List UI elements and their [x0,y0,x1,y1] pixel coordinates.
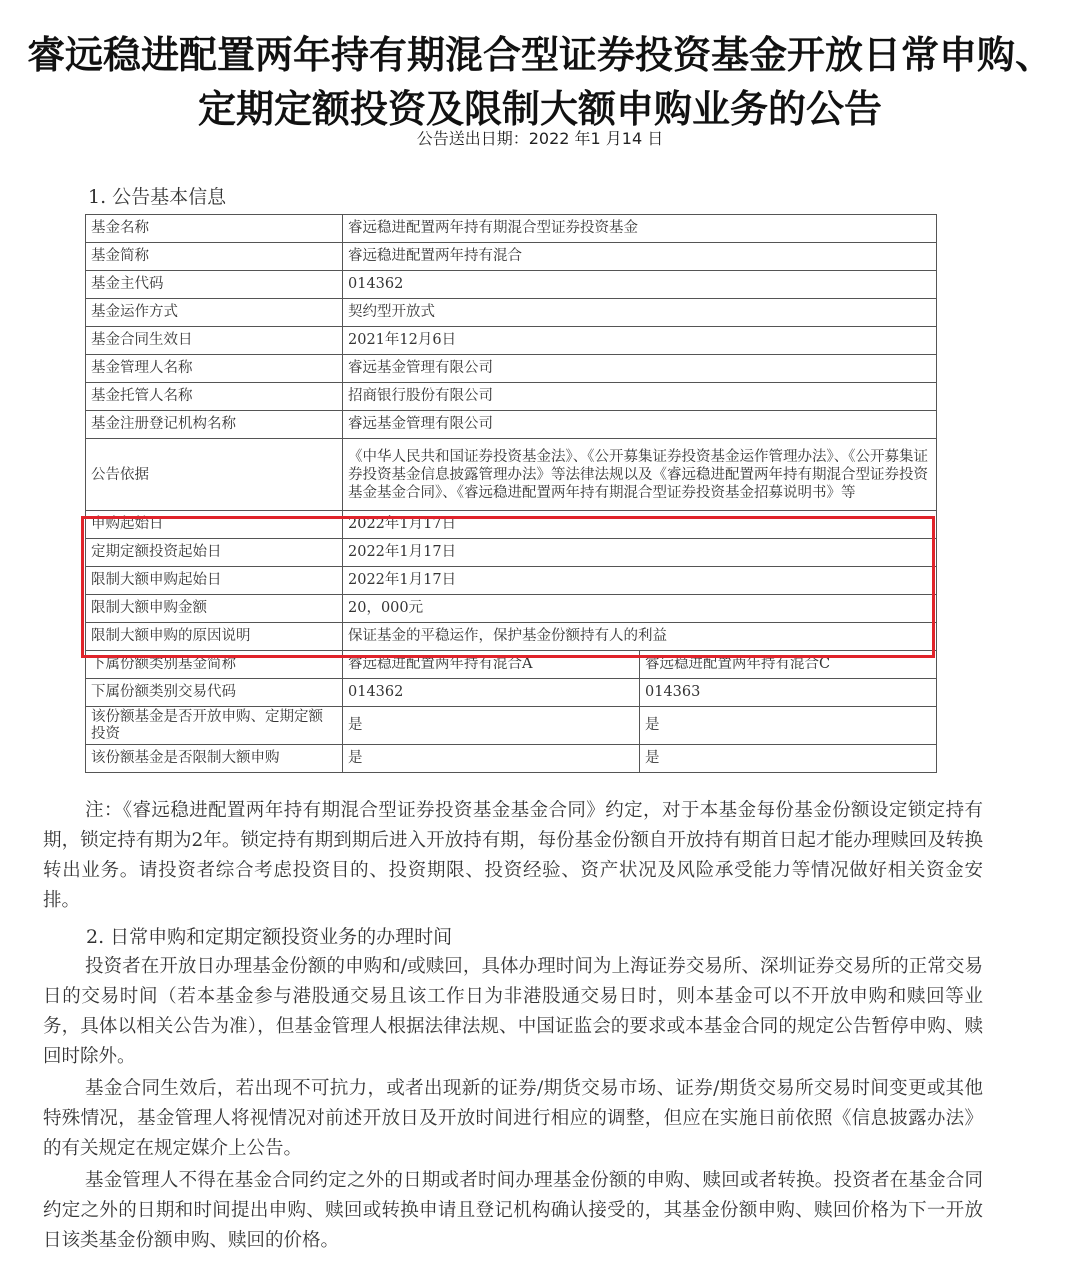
row-value: 睿远稳进配置两年持有期混合型证券投资基金 [343,215,937,243]
table-row [86,651,937,679]
section-heading-basic-info: 1. 公告基本信息 [88,186,227,208]
row-value-legal-basis: 《中华人民共和国证券投资基金法》、《公开募集证券投资基金运作管理办法》、《公开募集证券投资基金信息披露管理办法》等法律法规以及《睿远稳进配置两年持有期混合型证券投资基金基金合同》、《睿远稳进配置两年持有期混合型证券投资基金招募说明书》等 [343,439,937,511]
class-a-value: 是 [343,707,640,745]
table-row [86,707,937,745]
basic-info-table [85,214,937,773]
row-label: 公告依据 [86,439,343,511]
row-value: 招商银行股份有限公司 [343,383,937,411]
row-value: 睿远基金管理有限公司 [343,411,937,439]
table-row [86,215,937,243]
table-row [86,567,937,595]
table-row [86,299,937,327]
row-label: 定期定额投资起始日 [86,539,343,567]
row-label: 该份额基金是否开放申购、定期定额投资 [86,707,343,745]
row-label: 基金简称 [86,243,343,271]
row-value: 睿远稳进配置两年持有混合 [343,243,937,271]
row-value: 睿远基金管理有限公司 [343,355,937,383]
class-c-value: 是 [640,707,937,745]
class-a-value: 是 [343,745,640,773]
table-row [86,271,937,299]
row-label: 下属份额类别基金简称 [86,651,343,679]
document-title-line2: 定期定额投资及限制大额申购业务的公告 [197,87,882,131]
table-row [86,745,937,773]
row-label: 基金名称 [86,215,343,243]
class-a-value: 014362 [343,679,640,707]
row-label: 限制大额申购金额 [86,595,343,623]
row-value: 2022年1月17日 [343,539,937,567]
table-row [86,595,937,623]
row-label: 限制大额申购起始日 [86,567,343,595]
row-value: 契约型开放式 [343,299,937,327]
class-c-value: 是 [640,745,937,773]
table-row [86,411,937,439]
section-heading-hours: 2. 日常申购和定期定额投资业务的办理时间 [86,926,453,948]
row-label: 基金运作方式 [86,299,343,327]
table-row [86,539,937,567]
note-paragraph: 注：《睿远稳进配置两年持有期混合型证券投资基金基金合同》约定，对于本基金每份基金份额设定锁定持有期，锁定持有期为2年。锁定持有期到期后进入开放持有期，每份基金份额自开放持有期首日起才能办理赎回及转换转出业务。请投资者综合考虑投资目的、投资期限、投资经验、资产状况及风险承受能力等情况做好相关资金安排。 [43,800,983,911]
row-value: 2022年1月17日 [343,567,937,595]
row-label: 基金托管人名称 [86,383,343,411]
row-label: 该份额基金是否限制大额申购 [86,745,343,773]
class-a-value: 睿远稳进配置两年持有混合A [343,651,640,679]
row-label: 申购起始日 [86,511,343,539]
row-label: 基金合同生效日 [86,327,343,355]
table-row [86,439,937,511]
table-row [86,511,937,539]
table-row [86,243,937,271]
table-row [86,383,937,411]
row-label: 限制大额申购的原因说明 [86,623,343,651]
announcement-date: 公告送出日期：2022 年1 月14 日 [416,129,664,148]
table-row [86,623,937,651]
row-value: 014362 [343,271,937,299]
table-row [86,679,937,707]
row-value: 20，000元 [343,595,937,623]
row-value: 保证基金的平稳运作，保护基金份额持有人的利益 [343,623,937,651]
document-title-line1: 睿远稳进配置两年持有期混合型证券投资基金开放日常申购、 [26,33,1053,77]
row-label: 基金注册登记机构名称 [86,411,343,439]
class-c-value: 睿远稳进配置两年持有混合C [640,651,937,679]
class-c-value: 014363 [640,679,937,707]
body-paragraph: 基金合同生效后，若出现不可抗力，或者出现新的证券/期货交易市场、证券/期货交易所交易时间变更或其他特殊情况，基金管理人将视情况对前述开放日及开放时间进行相应的调整，但应在实施日前依照《信息披露办法》的有关规定在规定媒介上公告。 [43,1078,983,1159]
body-paragraph: 基金管理人不得在基金合同约定之外的日期或者时间办理基金份额的申购、赎回或者转换。投资者在基金合同约定之外的日期和时间提出申购、赎回或转换申请且登记机构确认接受的，其基金份额申购、赎回价格为下一开放日该类基金份额申购、赎回的价格。 [43,1170,983,1251]
row-label: 基金管理人名称 [86,355,343,383]
table-row [86,355,937,383]
row-label: 基金主代码 [86,271,343,299]
row-label: 下属份额类别交易代码 [86,679,343,707]
row-value: 2022年1月17日 [343,511,937,539]
table-row [86,327,937,355]
body-paragraph: 投资者在开放日办理基金份额的申购和/或赎回，具体办理时间为上海证券交易所、深圳证券交易所的正常交易日的交易时间（若本基金参与港股通交易且该工作日为非港股通交易日时，则本基金可以不开放申购和赎回等业务，具体以相关公告为准），但基金管理人根据法律法规、中国证监会的要求或本基金合同的规定公告暂停申购、赎回时除外。 [43,956,983,1067]
row-value: 2021年12月6日 [343,327,937,355]
